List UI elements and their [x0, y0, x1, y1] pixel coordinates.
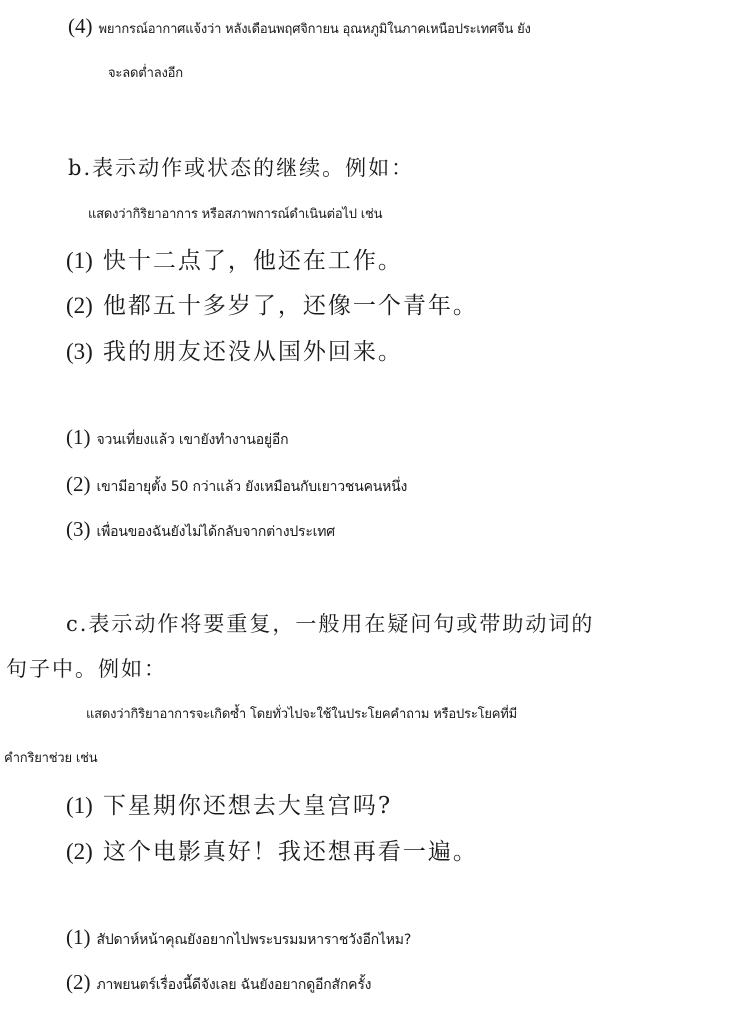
section-c-thai-intro-line-2: คำกริยาช่วย เช่น: [4, 751, 98, 766]
top-item-line-1: [68, 14, 531, 39]
section-c-heading-line-1: c.表示动作将要重复，一般用在疑问句或带助动词的: [66, 612, 595, 636]
section-b-thai-example-1: [66, 425, 288, 451]
item-number: (4): [68, 14, 93, 38]
section-c-heading-line-2: 句子中。例如：: [6, 657, 167, 681]
thai-text: ภาพยนตร์เรื่องนี้ดีจังเลย ฉันยังอยากดูอีกสักครั้ง: [96, 977, 372, 993]
example-number: (2): [66, 839, 93, 864]
section-b-chinese-example-1: [66, 242, 403, 275]
chinese-text: 他都五十多岁了，还像一个青年。: [102, 293, 478, 319]
section-b-thai-example-2: [66, 472, 407, 498]
thai-text: สัปดาห์หน้าคุณยังอยากไปพระบรมมหาราชวังอีกไหม?: [96, 932, 412, 948]
example-number: (2): [66, 472, 91, 496]
section-b-thai-example-3: [66, 517, 335, 543]
chinese-text: 快十二点了，他还在工作。: [102, 248, 403, 274]
example-number: (1): [66, 425, 91, 449]
section-c-chinese-example-1: [66, 787, 392, 820]
thai-text: จวนเที่ยงแล้ว เขายังทำงานอยู่อีก: [96, 432, 289, 448]
example-number: (2): [66, 970, 91, 994]
section-b-heading: b.表示动作或状态的继续。例如：: [68, 156, 415, 180]
section-b-chinese-example-3: [66, 333, 403, 366]
thai-text: เพื่อนของฉันยังไม่ได้กลับจากต่างประเทศ: [96, 524, 335, 540]
section-c-chinese-example-2: [66, 833, 478, 866]
chinese-text: 下星期你还想去大皇宫吗?: [102, 793, 393, 819]
example-number: (1): [66, 793, 93, 818]
section-c-thai-example-1: [66, 925, 411, 951]
example-number: (2): [66, 293, 93, 318]
example-number: (1): [66, 925, 91, 949]
chinese-text: 我的朋友还没从国外回来。: [102, 339, 403, 365]
example-number: (3): [66, 517, 91, 541]
section-c-thai-intro-line-1: แสดงว่ากิริยาอาการจะเกิดซ้ำ โดยทั่วไปจะใช้ในประโยคคำถาม หรือประโยคที่มี: [86, 707, 518, 722]
section-b-thai-intro: แสดงว่ากิริยาอาการ หรือสภาพการณ์ดำเนินต่อไป เช่น: [88, 207, 383, 222]
chinese-text: 这个电影真好！我还想再看一遍。: [102, 839, 478, 865]
section-c-thai-example-2: [66, 970, 371, 996]
top-item-line-2: จะลดต่ำลงอีก: [108, 66, 183, 81]
example-number: (1): [66, 248, 93, 273]
section-b-chinese-example-2: [66, 287, 478, 320]
thai-text: เขามีอายุตั้ง 50 กว่าแล้ว ยังเหมือนกับเยาวชนคนหนึ่ง: [96, 479, 408, 495]
example-number: (3): [66, 339, 93, 364]
thai-text: พยากรณ์อากาศแจ้งว่า หลังเดือนพฤศจิกายน อุณหภูมิในภาคเหนือประเทศจีน ยัง: [98, 22, 531, 37]
